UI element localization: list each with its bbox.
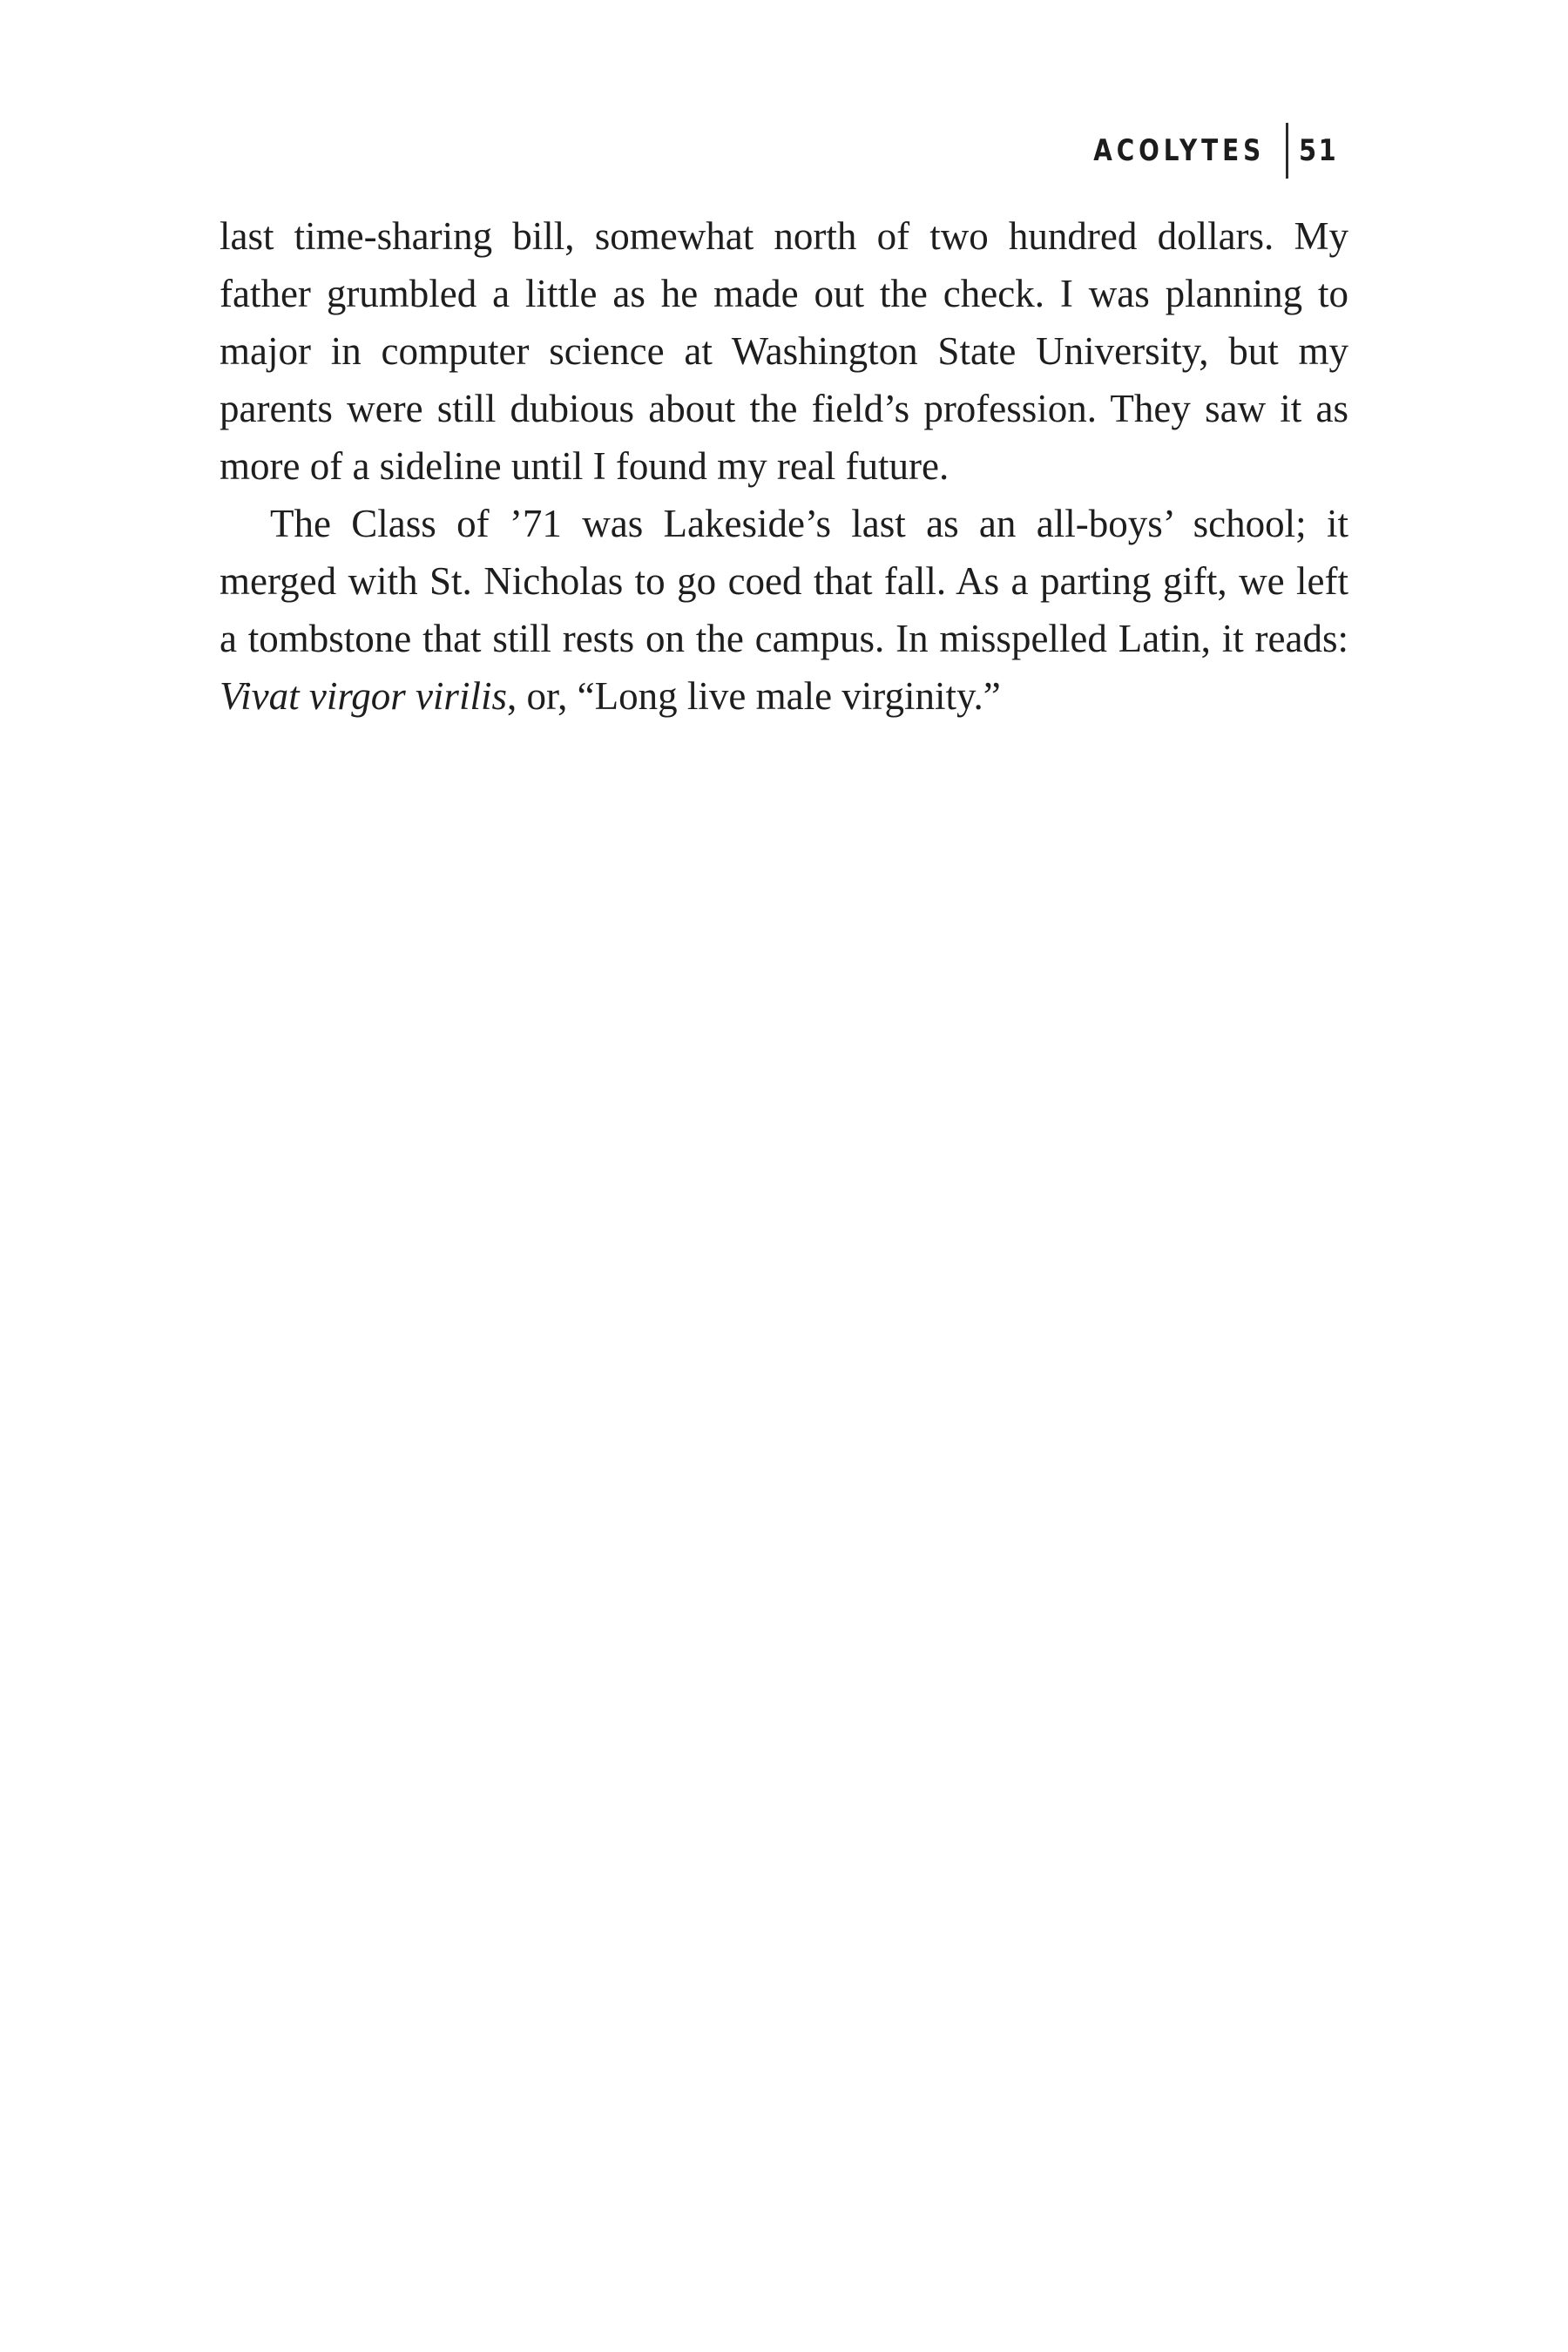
chapter-title: ACOLYTES xyxy=(1092,133,1265,168)
page-number: 51 xyxy=(1298,133,1339,168)
latin-phrase: Vivat virgor virilis xyxy=(220,674,507,718)
paragraph-2-text-after: , or, “Long live male virginity.” xyxy=(506,674,1001,718)
running-head xyxy=(1056,122,1345,179)
body-text xyxy=(220,207,1348,725)
paragraph-2-text-before: The Class of ’71 was Lakeside’s last as an all-boys’ school; it merged with St. Nicholas to go coed that fall. As a parting gift, we left a tombstone that still rests on the campus. In misspelled Latin, it reads: xyxy=(220,502,1348,660)
paragraph-1-text: last time-sharing bill, somewhat north of two hundred dollars. My father grumbled a little as he made out the check. I was planning to major in computer science at Washington State University, but my parents were still dubious about the field’s profession. They saw it as more of a sideline until I found my real future. xyxy=(220,214,1348,488)
header-divider xyxy=(1286,123,1288,179)
paragraph-2 xyxy=(220,495,1348,725)
paragraph-1 xyxy=(220,207,1348,495)
